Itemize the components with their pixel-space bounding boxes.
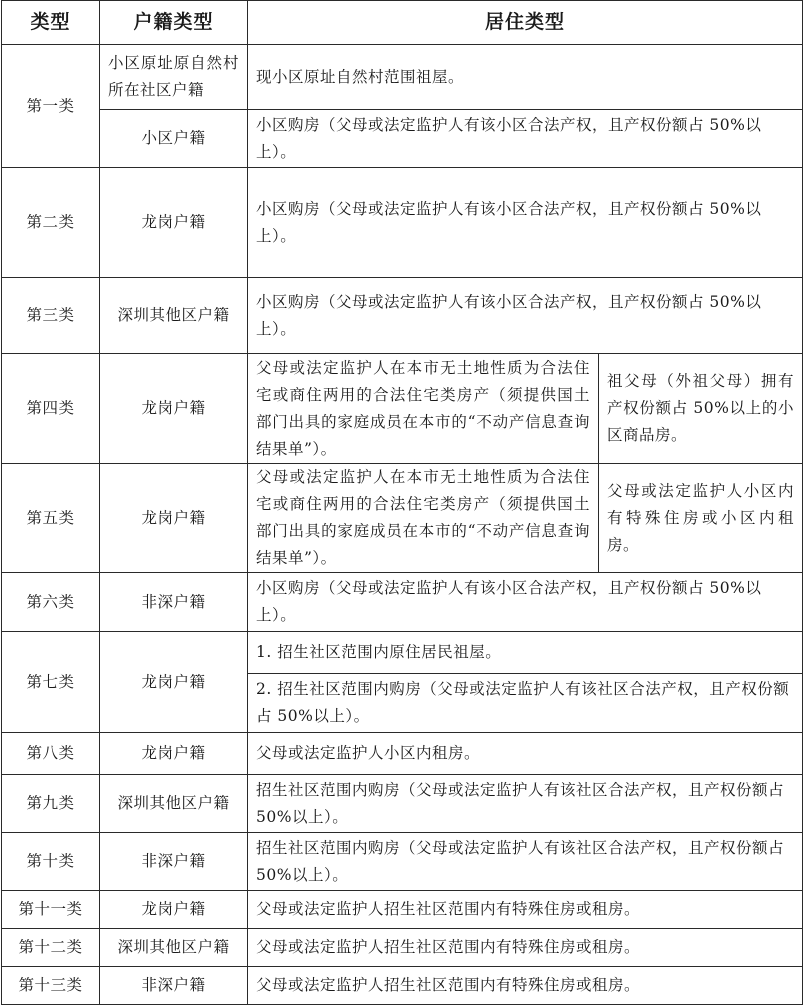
table-row: [2, 632, 803, 674]
hukou-cell: 深圳其他区户籍: [100, 929, 248, 967]
residence-cell: 小区购房（父母或法定监护人有该小区合法产权，且产权份额占 50%以上）。: [248, 573, 803, 632]
residence-cell: 2. 招生社区范围内购房（父母或法定监护人有该社区合法产权，且产权份额占 50%以上）。: [248, 674, 803, 733]
residence-cell: 父母或法定监护人招生社区范围内有特殊住房或租房。: [248, 967, 803, 1005]
residence-cell: 招生社区范围内购房（父母或法定监护人有该社区合法产权，且产权份额占 50%以上）。: [248, 775, 803, 833]
residence-cell: 父母或法定监护人招生社区范围内有特殊住房或租房。: [248, 929, 803, 967]
hukou-cell: 龙岗户籍: [100, 168, 248, 278]
table-row: [2, 967, 803, 1005]
table-row: [2, 354, 803, 464]
category-cell: 第九类: [2, 775, 100, 833]
hukou-cell: 深圳其他区户籍: [100, 278, 248, 354]
residence-cell: 1. 招生社区范围内原住居民祖屋。: [248, 632, 803, 674]
hukou-cell: 龙岗户籍: [100, 632, 248, 733]
residence-cell-left: 父母或法定监护人在本市无土地性质为合法住宅或商住两用的合法住宅类房产（须提供国土部门出具的家庭成员在本市的“不动产信息查询结果单”）。: [248, 354, 599, 464]
hukou-cell: 非深户籍: [100, 833, 248, 891]
header-residence: 居住类型: [248, 1, 803, 45]
category-cell: 第十三类: [2, 967, 100, 1005]
table-row: [2, 733, 803, 775]
table-row: [2, 110, 803, 168]
category-cell: 第三类: [2, 278, 100, 354]
residence-cell-right: 父母或法定监护人小区内有特殊住房或小区内租房。: [599, 464, 803, 573]
hukou-cell: 小区原址原自然村所在社区户籍: [100, 45, 248, 110]
admission-category-table: [1, 0, 803, 1005]
header-row: [2, 1, 803, 45]
residence-cell: 父母或法定监护人小区内租房。: [248, 733, 803, 775]
table-row: [2, 833, 803, 891]
residence-cell: 小区购房（父母或法定监护人有该小区合法产权，且产权份额占 50%以上）。: [248, 278, 803, 354]
category-cell: 第六类: [2, 573, 100, 632]
residence-cell: 招生社区范围内购房（父母或法定监护人有该社区合法产权，且产权份额占 50%以上）。: [248, 833, 803, 891]
category-cell: 第二类: [2, 168, 100, 278]
hukou-cell: 非深户籍: [100, 967, 248, 1005]
table-row: [2, 573, 803, 632]
category-cell: 第五类: [2, 464, 100, 573]
category-cell: 第一类: [2, 45, 100, 168]
hukou-cell: 龙岗户籍: [100, 891, 248, 929]
residence-cell-left: 父母或法定监护人在本市无土地性质为合法住宅或商住两用的合法住宅类房产（须提供国土部门出具的家庭成员在本市的“不动产信息查询结果单”）。: [248, 464, 599, 573]
residence-cell: 小区购房（父母或法定监护人有该小区合法产权，且产权份额占 50%以上）。: [248, 168, 803, 278]
header-hukou: 户籍类型: [100, 1, 248, 45]
table-row: [2, 775, 803, 833]
hukou-cell: 小区户籍: [100, 110, 248, 168]
category-cell: 第十一类: [2, 891, 100, 929]
hukou-cell: 深圳其他区户籍: [100, 775, 248, 833]
residence-cell: 现小区原址自然村范围祖屋。: [248, 45, 803, 110]
category-cell: 第十类: [2, 833, 100, 891]
hukou-cell: 龙岗户籍: [100, 464, 248, 573]
category-cell: 第八类: [2, 733, 100, 775]
category-cell: 第十二类: [2, 929, 100, 967]
hukou-cell: 龙岗户籍: [100, 733, 248, 775]
hukou-cell: 非深户籍: [100, 573, 248, 632]
table-row: [2, 168, 803, 278]
table-row: [2, 891, 803, 929]
residence-cell-right: 祖父母（外祖父母）拥有产权份额占 50%以上的小区商品房。: [599, 354, 803, 464]
header-type: 类型: [2, 1, 100, 45]
table-row: [2, 929, 803, 967]
category-cell: 第四类: [2, 354, 100, 464]
category-cell: 第七类: [2, 632, 100, 733]
residence-cell: 父母或法定监护人招生社区范围内有特殊住房或租房。: [248, 891, 803, 929]
table-row: [2, 464, 803, 573]
residence-cell: 小区购房（父母或法定监护人有该小区合法产权，且产权份额占 50%以上）。: [248, 110, 803, 168]
table-row: [2, 45, 803, 110]
hukou-cell: 龙岗户籍: [100, 354, 248, 464]
table-row: [2, 278, 803, 354]
